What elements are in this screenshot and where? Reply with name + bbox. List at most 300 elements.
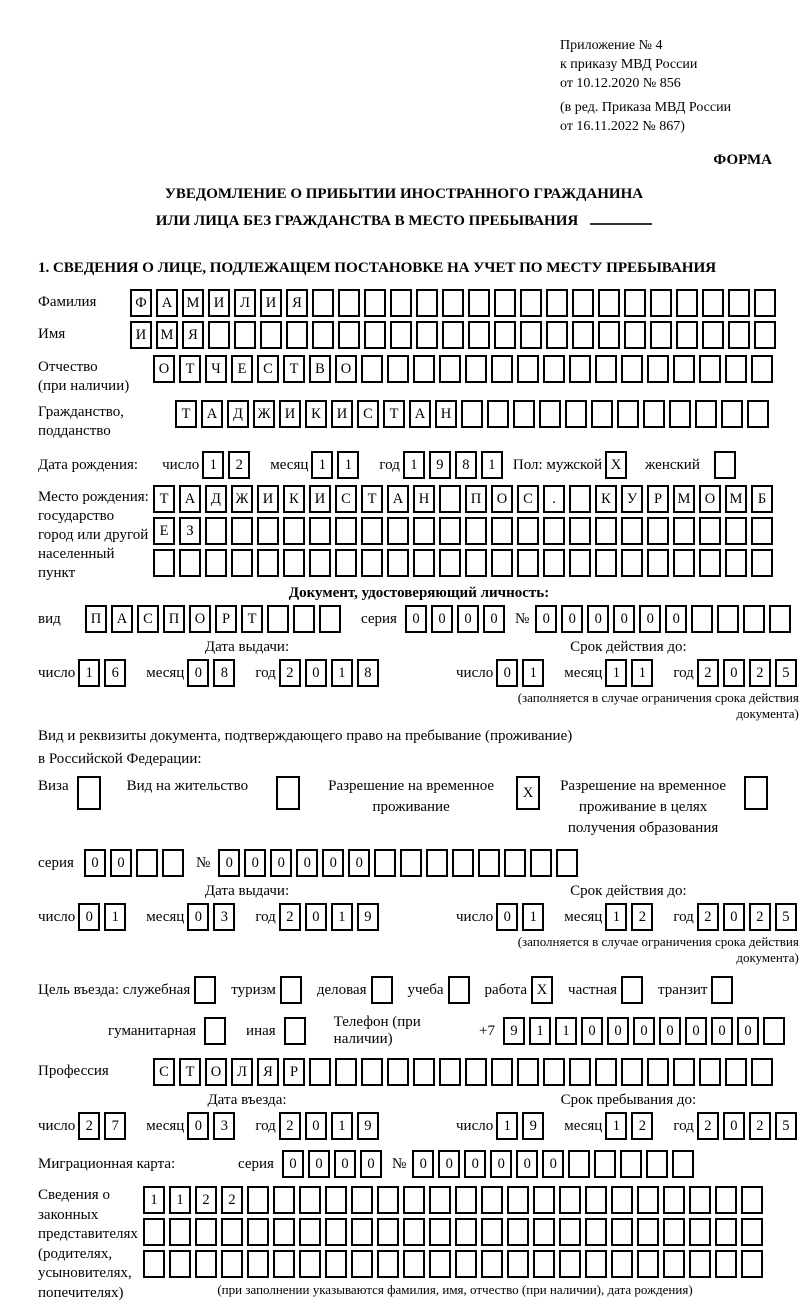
char-cell[interactable]: С (257, 355, 279, 383)
char-cell[interactable]: Л (231, 1058, 253, 1086)
char-cell[interactable]: 1 (78, 659, 100, 687)
char-cell[interactable] (513, 400, 535, 428)
char-cell[interactable] (595, 355, 617, 383)
char-cell[interactable] (728, 289, 750, 317)
char-cell[interactable] (520, 289, 542, 317)
char-cell[interactable]: 1 (143, 1186, 165, 1214)
char-cell[interactable] (273, 1250, 295, 1278)
char-cell[interactable] (595, 549, 617, 577)
char-cell[interactable]: 1 (331, 1112, 353, 1140)
char-cell[interactable] (377, 1186, 399, 1214)
char-cell[interactable] (517, 517, 539, 545)
transit-checkbox[interactable] (711, 976, 733, 1004)
char-cell[interactable] (162, 849, 184, 877)
char-cell[interactable] (153, 549, 175, 577)
char-cell[interactable]: 0 (496, 903, 518, 931)
char-cell[interactable] (673, 355, 695, 383)
char-cell[interactable] (676, 289, 698, 317)
char-cell[interactable]: 2 (279, 659, 301, 687)
char-cell[interactable] (569, 355, 591, 383)
char-cell[interactable] (429, 1250, 451, 1278)
char-cell[interactable] (743, 605, 765, 633)
char-cell[interactable] (530, 849, 552, 877)
char-cell[interactable]: 2 (78, 1112, 100, 1140)
char-cell[interactable]: 1 (555, 1017, 577, 1045)
char-cell[interactable]: 1 (529, 1017, 551, 1045)
char-cell[interactable] (517, 355, 539, 383)
char-cell[interactable]: 0 (84, 849, 106, 877)
char-cell[interactable] (715, 1218, 737, 1246)
char-cell[interactable] (312, 289, 334, 317)
work-checkbox[interactable]: X (531, 976, 553, 1004)
char-cell[interactable] (429, 1186, 451, 1214)
char-cell[interactable]: 2 (697, 659, 719, 687)
char-cell[interactable]: С (153, 1058, 175, 1086)
char-cell[interactable] (673, 517, 695, 545)
char-cell[interactable] (169, 1250, 191, 1278)
char-cell[interactable] (699, 1058, 721, 1086)
char-cell[interactable] (455, 1218, 477, 1246)
char-cell[interactable] (309, 517, 331, 545)
char-cell[interactable] (646, 1150, 668, 1178)
char-cell[interactable] (319, 605, 341, 633)
char-cell[interactable] (763, 1017, 785, 1045)
char-cell[interactable] (143, 1250, 165, 1278)
char-cell[interactable]: 0 (78, 903, 100, 931)
char-cell[interactable]: 1 (202, 451, 224, 479)
char-cell[interactable] (231, 549, 253, 577)
other-purpose-checkbox[interactable] (284, 1017, 306, 1045)
char-cell[interactable]: 9 (357, 1112, 379, 1140)
char-cell[interactable] (585, 1218, 607, 1246)
char-cell[interactable] (751, 517, 773, 545)
char-cell[interactable] (491, 355, 513, 383)
char-cell[interactable]: 1 (331, 659, 353, 687)
char-cell[interactable]: Р (647, 485, 669, 513)
char-cell[interactable] (387, 549, 409, 577)
char-cell[interactable] (533, 1186, 555, 1214)
char-cell[interactable]: О (153, 355, 175, 383)
char-cell[interactable]: И (257, 485, 279, 513)
char-cell[interactable] (325, 1186, 347, 1214)
char-cell[interactable] (568, 1150, 590, 1178)
char-cell[interactable]: 0 (496, 659, 518, 687)
char-cell[interactable] (647, 355, 669, 383)
char-cell[interactable]: 0 (659, 1017, 681, 1045)
char-cell[interactable] (673, 549, 695, 577)
char-cell[interactable] (595, 517, 617, 545)
char-cell[interactable] (556, 849, 578, 877)
char-cell[interactable] (611, 1250, 633, 1278)
char-cell[interactable]: 0 (723, 1112, 745, 1140)
char-cell[interactable]: 0 (561, 605, 583, 633)
char-cell[interactable] (390, 289, 412, 317)
char-cell[interactable] (559, 1250, 581, 1278)
char-cell[interactable] (598, 289, 620, 317)
char-cell[interactable]: М (156, 321, 178, 349)
char-cell[interactable] (624, 321, 646, 349)
char-cell[interactable]: В (309, 355, 331, 383)
char-cell[interactable]: Н (435, 400, 457, 428)
char-cell[interactable]: 1 (522, 903, 544, 931)
char-cell[interactable] (283, 517, 305, 545)
char-cell[interactable] (543, 1058, 565, 1086)
char-cell[interactable]: Ф (130, 289, 152, 317)
char-cell[interactable] (439, 355, 461, 383)
char-cell[interactable]: Р (283, 1058, 305, 1086)
char-cell[interactable]: 0 (633, 1017, 655, 1045)
char-cell[interactable] (572, 321, 594, 349)
char-cell[interactable] (361, 549, 383, 577)
study-checkbox[interactable] (448, 976, 470, 1004)
char-cell[interactable]: 7 (104, 1112, 126, 1140)
char-cell[interactable] (195, 1250, 217, 1278)
char-cell[interactable]: Я (257, 1058, 279, 1086)
residence-permit-checkbox[interactable] (276, 776, 300, 810)
char-cell[interactable] (442, 289, 464, 317)
char-cell[interactable]: С (517, 485, 539, 513)
char-cell[interactable] (205, 517, 227, 545)
char-cell[interactable] (491, 517, 513, 545)
char-cell[interactable]: 3 (213, 1112, 235, 1140)
char-cell[interactable] (702, 321, 724, 349)
char-cell[interactable] (416, 321, 438, 349)
char-cell[interactable]: 0 (737, 1017, 759, 1045)
char-cell[interactable]: 9 (522, 1112, 544, 1140)
char-cell[interactable] (195, 1218, 217, 1246)
char-cell[interactable] (546, 321, 568, 349)
char-cell[interactable] (617, 400, 639, 428)
char-cell[interactable] (351, 1250, 373, 1278)
char-cell[interactable]: Б (751, 485, 773, 513)
char-cell[interactable] (725, 517, 747, 545)
char-cell[interactable] (325, 1218, 347, 1246)
char-cell[interactable]: С (335, 485, 357, 513)
char-cell[interactable]: 0 (613, 605, 635, 633)
char-cell[interactable] (543, 549, 565, 577)
char-cell[interactable]: 2 (228, 451, 250, 479)
char-cell[interactable] (377, 1250, 399, 1278)
char-cell[interactable]: 0 (348, 849, 370, 877)
char-cell[interactable] (598, 321, 620, 349)
char-cell[interactable] (559, 1218, 581, 1246)
char-cell[interactable] (413, 549, 435, 577)
char-cell[interactable] (533, 1250, 555, 1278)
visa-checkbox[interactable] (77, 776, 101, 810)
char-cell[interactable] (621, 1058, 643, 1086)
char-cell[interactable] (595, 1058, 617, 1086)
business-checkbox[interactable] (371, 976, 393, 1004)
char-cell[interactable]: 0 (490, 1150, 512, 1178)
char-cell[interactable] (620, 1150, 642, 1178)
char-cell[interactable]: 1 (311, 451, 333, 479)
char-cell[interactable]: 0 (270, 849, 292, 877)
char-cell[interactable] (273, 1186, 295, 1214)
char-cell[interactable]: Ч (205, 355, 227, 383)
char-cell[interactable] (663, 1186, 685, 1214)
char-cell[interactable]: 2 (279, 903, 301, 931)
male-checkbox[interactable]: X (605, 451, 627, 479)
official-checkbox[interactable] (194, 976, 216, 1004)
char-cell[interactable] (338, 321, 360, 349)
char-cell[interactable]: 0 (464, 1150, 486, 1178)
char-cell[interactable] (611, 1186, 633, 1214)
char-cell[interactable] (741, 1250, 763, 1278)
char-cell[interactable] (741, 1186, 763, 1214)
char-cell[interactable]: 0 (516, 1150, 538, 1178)
char-cell[interactable]: 5 (775, 659, 797, 687)
char-cell[interactable]: 5 (775, 1112, 797, 1140)
char-cell[interactable]: 0 (665, 605, 687, 633)
char-cell[interactable]: Н (413, 485, 435, 513)
char-cell[interactable] (299, 1218, 321, 1246)
edu-permit-checkbox[interactable] (744, 776, 768, 810)
char-cell[interactable]: Т (153, 485, 175, 513)
char-cell[interactable]: А (179, 485, 201, 513)
char-cell[interactable]: 2 (631, 1112, 653, 1140)
char-cell[interactable]: 1 (481, 451, 503, 479)
char-cell[interactable] (247, 1250, 269, 1278)
char-cell[interactable] (663, 1218, 685, 1246)
char-cell[interactable] (585, 1186, 607, 1214)
char-cell[interactable] (754, 321, 776, 349)
char-cell[interactable]: 1 (522, 659, 544, 687)
char-cell[interactable] (637, 1250, 659, 1278)
char-cell[interactable] (286, 321, 308, 349)
char-cell[interactable] (325, 1250, 347, 1278)
char-cell[interactable]: 1 (403, 451, 425, 479)
char-cell[interactable] (413, 517, 435, 545)
char-cell[interactable] (208, 321, 230, 349)
char-cell[interactable] (231, 517, 253, 545)
char-cell[interactable] (439, 485, 461, 513)
char-cell[interactable]: 0 (334, 1150, 356, 1178)
char-cell[interactable] (481, 1186, 503, 1214)
char-cell[interactable] (390, 321, 412, 349)
char-cell[interactable]: 9 (357, 903, 379, 931)
char-cell[interactable]: 5 (775, 903, 797, 931)
char-cell[interactable] (725, 1058, 747, 1086)
char-cell[interactable] (673, 1058, 695, 1086)
char-cell[interactable]: 1 (605, 659, 627, 687)
char-cell[interactable] (747, 400, 769, 428)
char-cell[interactable] (364, 289, 386, 317)
char-cell[interactable] (478, 849, 500, 877)
char-cell[interactable] (689, 1250, 711, 1278)
char-cell[interactable]: 0 (483, 605, 505, 633)
char-cell[interactable]: 2 (749, 1112, 771, 1140)
char-cell[interactable] (691, 605, 713, 633)
char-cell[interactable]: 0 (412, 1150, 434, 1178)
char-cell[interactable] (504, 849, 526, 877)
char-cell[interactable] (387, 1058, 409, 1086)
char-cell[interactable] (426, 849, 448, 877)
char-cell[interactable] (439, 1058, 461, 1086)
char-cell[interactable] (715, 1186, 737, 1214)
char-cell[interactable] (611, 1218, 633, 1246)
char-cell[interactable] (507, 1186, 529, 1214)
char-cell[interactable] (717, 605, 739, 633)
char-cell[interactable]: С (137, 605, 159, 633)
char-cell[interactable]: 0 (587, 605, 609, 633)
char-cell[interactable]: З (179, 517, 201, 545)
char-cell[interactable]: Т (175, 400, 197, 428)
char-cell[interactable]: 0 (431, 605, 453, 633)
char-cell[interactable]: 2 (697, 1112, 719, 1140)
char-cell[interactable]: К (283, 485, 305, 513)
char-cell[interactable] (361, 355, 383, 383)
char-cell[interactable] (439, 517, 461, 545)
char-cell[interactable] (143, 1218, 165, 1246)
char-cell[interactable] (517, 1058, 539, 1086)
char-cell[interactable]: 2 (221, 1186, 243, 1214)
char-cell[interactable]: М (725, 485, 747, 513)
char-cell[interactable] (650, 321, 672, 349)
char-cell[interactable] (491, 549, 513, 577)
char-cell[interactable]: 0 (639, 605, 661, 633)
char-cell[interactable]: 0 (296, 849, 318, 877)
char-cell[interactable]: 9 (503, 1017, 525, 1045)
char-cell[interactable] (591, 400, 613, 428)
char-cell[interactable]: 2 (697, 903, 719, 931)
char-cell[interactable] (569, 485, 591, 513)
char-cell[interactable] (494, 289, 516, 317)
char-cell[interactable] (465, 517, 487, 545)
char-cell[interactable] (699, 517, 721, 545)
char-cell[interactable] (569, 517, 591, 545)
char-cell[interactable]: 1 (496, 1112, 518, 1140)
char-cell[interactable] (507, 1218, 529, 1246)
char-cell[interactable] (387, 355, 409, 383)
char-cell[interactable]: О (205, 1058, 227, 1086)
char-cell[interactable]: Р (215, 605, 237, 633)
char-cell[interactable] (377, 1218, 399, 1246)
char-cell[interactable]: И (309, 485, 331, 513)
char-cell[interactable]: Д (227, 400, 249, 428)
char-cell[interactable] (663, 1250, 685, 1278)
char-cell[interactable]: 0 (723, 659, 745, 687)
char-cell[interactable]: И (260, 289, 282, 317)
char-cell[interactable]: 1 (169, 1186, 191, 1214)
char-cell[interactable]: 1 (104, 903, 126, 931)
char-cell[interactable] (569, 549, 591, 577)
char-cell[interactable] (338, 289, 360, 317)
private-checkbox[interactable] (621, 976, 643, 1004)
char-cell[interactable]: 0 (685, 1017, 707, 1045)
char-cell[interactable]: А (111, 605, 133, 633)
char-cell[interactable]: Ж (253, 400, 275, 428)
char-cell[interactable] (387, 517, 409, 545)
char-cell[interactable] (465, 355, 487, 383)
char-cell[interactable] (374, 849, 396, 877)
char-cell[interactable] (221, 1218, 243, 1246)
char-cell[interactable]: . (543, 485, 565, 513)
char-cell[interactable] (621, 517, 643, 545)
char-cell[interactable] (461, 400, 483, 428)
char-cell[interactable] (136, 849, 158, 877)
char-cell[interactable]: 0 (187, 1112, 209, 1140)
char-cell[interactable]: К (595, 485, 617, 513)
char-cell[interactable] (728, 321, 750, 349)
char-cell[interactable] (439, 549, 461, 577)
char-cell[interactable] (481, 1250, 503, 1278)
char-cell[interactable] (517, 549, 539, 577)
char-cell[interactable] (364, 321, 386, 349)
char-cell[interactable]: 0 (438, 1150, 460, 1178)
char-cell[interactable]: П (163, 605, 185, 633)
char-cell[interactable] (725, 355, 747, 383)
char-cell[interactable] (413, 355, 435, 383)
char-cell[interactable] (247, 1186, 269, 1214)
char-cell[interactable]: 1 (331, 903, 353, 931)
char-cell[interactable]: П (465, 485, 487, 513)
char-cell[interactable]: И (331, 400, 353, 428)
char-cell[interactable]: 0 (405, 605, 427, 633)
char-cell[interactable]: 3 (213, 903, 235, 931)
char-cell[interactable] (403, 1218, 425, 1246)
char-cell[interactable] (585, 1250, 607, 1278)
char-cell[interactable] (702, 289, 724, 317)
char-cell[interactable] (507, 1250, 529, 1278)
char-cell[interactable]: К (305, 400, 327, 428)
char-cell[interactable]: И (279, 400, 301, 428)
char-cell[interactable] (309, 1058, 331, 1086)
char-cell[interactable] (754, 289, 776, 317)
char-cell[interactable] (283, 549, 305, 577)
char-cell[interactable]: Ж (231, 485, 253, 513)
char-cell[interactable] (205, 549, 227, 577)
char-cell[interactable] (273, 1218, 295, 1246)
char-cell[interactable] (257, 517, 279, 545)
char-cell[interactable] (699, 355, 721, 383)
char-cell[interactable] (403, 1186, 425, 1214)
char-cell[interactable] (452, 849, 474, 877)
char-cell[interactable] (257, 549, 279, 577)
char-cell[interactable]: 0 (322, 849, 344, 877)
char-cell[interactable]: 1 (631, 659, 653, 687)
char-cell[interactable] (309, 549, 331, 577)
char-cell[interactable]: А (387, 485, 409, 513)
char-cell[interactable] (351, 1186, 373, 1214)
char-cell[interactable]: 9 (429, 451, 451, 479)
char-cell[interactable] (312, 321, 334, 349)
char-cell[interactable]: 1 (605, 1112, 627, 1140)
char-cell[interactable]: 0 (305, 903, 327, 931)
char-cell[interactable]: М (673, 485, 695, 513)
char-cell[interactable]: 0 (535, 605, 557, 633)
char-cell[interactable] (481, 1218, 503, 1246)
char-cell[interactable] (751, 1058, 773, 1086)
char-cell[interactable] (491, 1058, 513, 1086)
char-cell[interactable] (637, 1186, 659, 1214)
char-cell[interactable] (234, 321, 256, 349)
char-cell[interactable]: М (182, 289, 204, 317)
char-cell[interactable] (699, 549, 721, 577)
char-cell[interactable]: А (156, 289, 178, 317)
char-cell[interactable] (669, 400, 691, 428)
char-cell[interactable]: 2 (279, 1112, 301, 1140)
char-cell[interactable]: У (621, 485, 643, 513)
char-cell[interactable]: Д (205, 485, 227, 513)
char-cell[interactable] (169, 1218, 191, 1246)
char-cell[interactable] (546, 289, 568, 317)
char-cell[interactable] (647, 1058, 669, 1086)
char-cell[interactable] (533, 1218, 555, 1246)
char-cell[interactable] (361, 517, 383, 545)
char-cell[interactable]: 6 (104, 659, 126, 687)
char-cell[interactable]: С (357, 400, 379, 428)
char-cell[interactable] (594, 1150, 616, 1178)
